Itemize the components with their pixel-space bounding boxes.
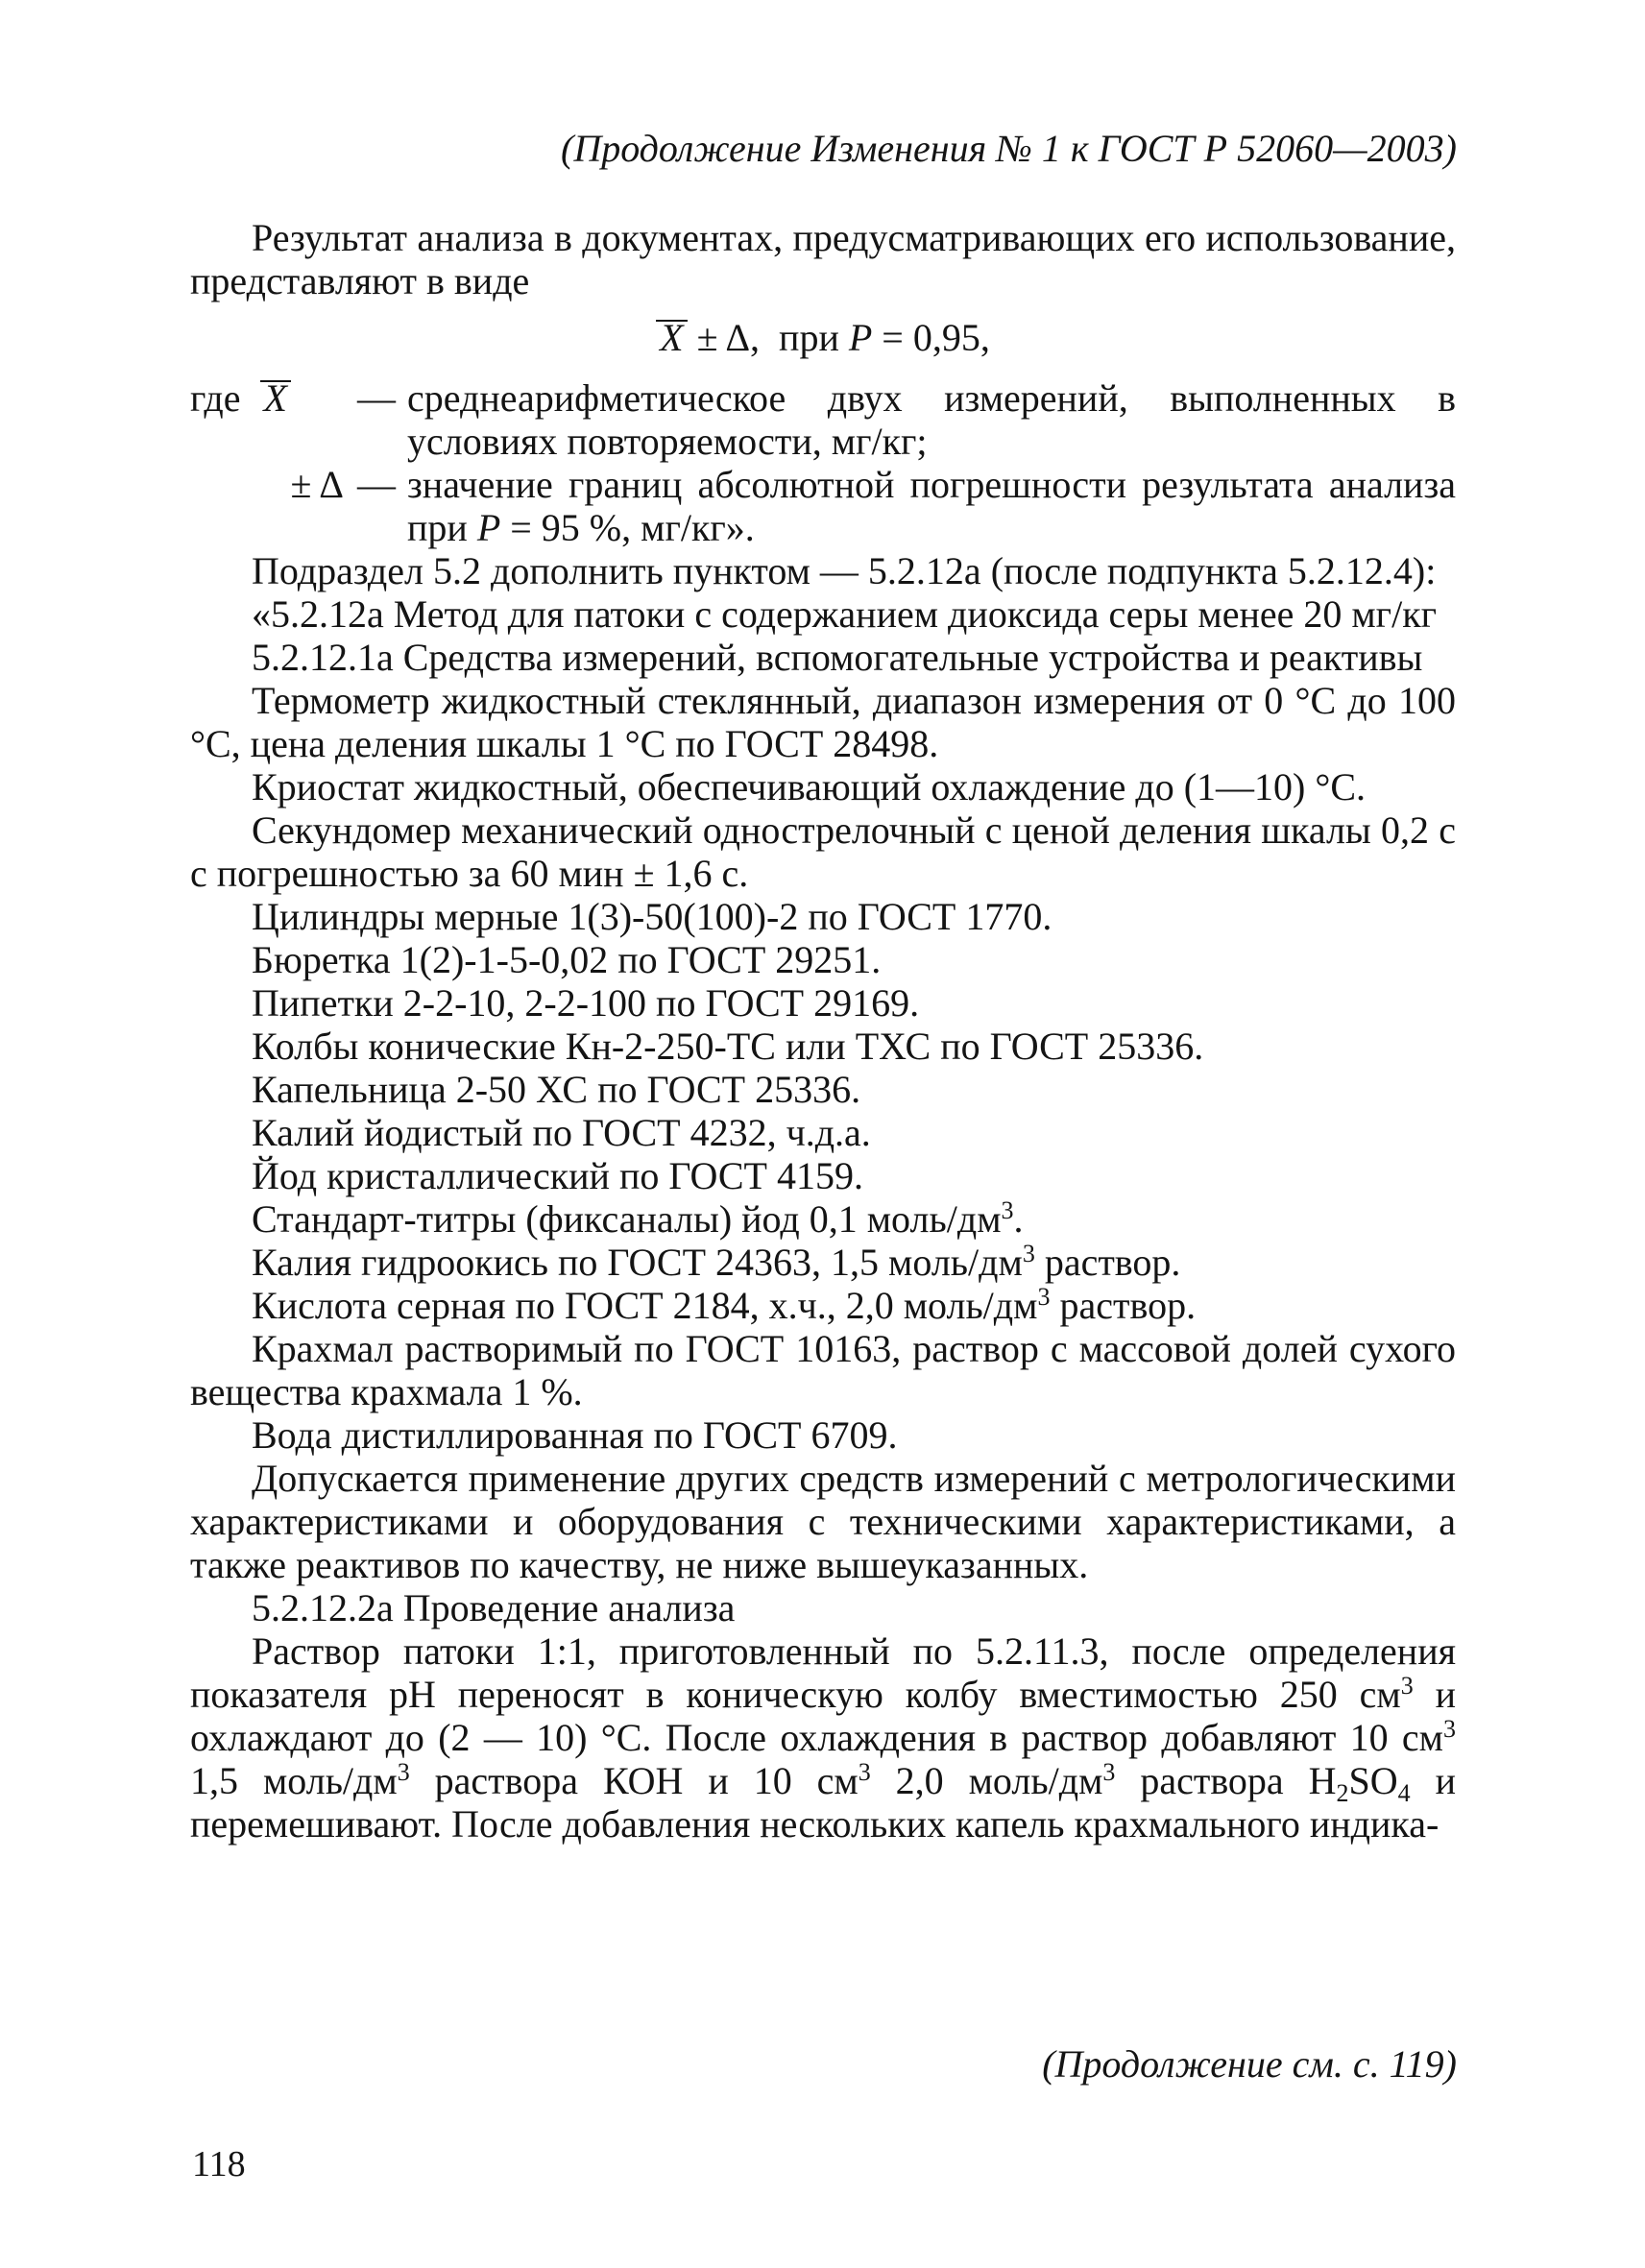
paragraph: Капельница 2-50 ХС по ГОСТ 25336. [252, 1068, 861, 1111]
x-bar-symbol: X [656, 320, 687, 354]
definition-x [190, 376, 1456, 463]
definition-dash: — [357, 463, 396, 506]
page-body [190, 216, 1456, 1846]
paragraph: Вода дистиллированная по ГОСТ 6709. [252, 1413, 898, 1457]
paragraph: Крахмал растворимый по ГОСТ 10163, раствор с массовой долей сухого вещества крахмала 1 %. [190, 1327, 1456, 1413]
intro-paragraph: Результат анализа в документах, предусматривающих его использование, представляют в виде [190, 216, 1456, 302]
paragraph: Йод кристаллический по ГОСТ 4159. [252, 1154, 863, 1197]
running-header: (Продолжение Изменения № 1 к ГОСТ Р 52060—2003) [561, 127, 1457, 170]
paragraph: Секундомер механический однострелочный с ценой деления шкалы 0,2 с с погрешностью за 60 мин ± 1,6 с. [190, 808, 1456, 895]
paragraph-acid: Кислота серная по ГОСТ 2184, х.ч., 2,0 моль/$дм^3$ раствор. [252, 1283, 1197, 1327]
paragraph: Калий йодистый по ГОСТ 4232, ч.д.а. [252, 1111, 871, 1154]
paragraph-koh: Калия гидроокись по ГОСТ 24363, 1,5 моль/$дм^3$ раствор. [252, 1240, 1181, 1284]
result-formula [190, 316, 1456, 359]
page-number: 118 [192, 2144, 246, 2184]
formula-pm: ± Δ, [696, 316, 761, 359]
definition-delta [190, 463, 1456, 549]
paragraph: 5.2.12.1а Средства измерений, вспомогательные устройства и реактивы [252, 636, 1423, 679]
paragraph: Криостат жидкостный, обеспечивающий охлаждение до (1—10) °С. [252, 765, 1367, 808]
paragraph: 5.2.12.2а Проведение анализа [252, 1586, 736, 1629]
paragraph: Пипетки 2-2-10, 2-2-100 по ГОСТ 29169. [252, 981, 920, 1025]
formula-eq: = 0,95, [882, 316, 990, 359]
continuation-note: (Продолжение см. с. 119) [1042, 2042, 1457, 2086]
paragraph: «5.2.12а Метод для патоки с содержанием диоксида серы менее 20 мг/кг [252, 592, 1438, 636]
paragraph: Термометр жидкостный стеклянный, диапазон измерения от 0 °С до 100 °С, цена деления шкалы 1 °С по ГОСТ 28498. [190, 679, 1456, 765]
paragraph: Колбы конические Кн-2-250-ТС или ТХС по ГОСТ 25336. [252, 1025, 1204, 1068]
definition-x-text: среднеарифметическое двух измерений, выполненных в условиях повторяемости, мг/кг; [407, 376, 1456, 463]
definitions [190, 376, 1456, 549]
where-word: где [190, 376, 241, 420]
paragraph: Подраздел 5.2 дополнить пунктом — 5.2.12а (после подпункта 5.2.12.4): [252, 549, 1437, 592]
definition-delta-text: значение границ абсолютной погрешности результата анализа при P = 95 %, мг/кг». [407, 463, 1456, 549]
paragraph: Допускается применение других средств измерений с метрологическими характеристиками и оборудования с техническими характеристиками, а также реактивов по качеству, не ниже вышеуказанных. [190, 1457, 1456, 1586]
paragraph: Бюретка 1(2)-1-5-0,02 по ГОСТ 29251. [252, 938, 882, 981]
formula-p: P [848, 316, 873, 359]
delta-symbol: ± Δ [290, 463, 344, 506]
procedure-paragraph: Раствор патоки 1:1, приготовленный по 5.2.11.3, после определения показателя рН переносят в коническую колбу вместимостью 250 $см^3$ и охлаждают до (2 — 10) °С. После охлаждения в раствор добавляют 10 $см^3$ 1,5 моль/$дм^3$ раствора КОН и 10 $см^3$ 2,0 моль/$дм^3$ раствора $H_2SO_4$ и перемешивают. После добавления нескольких капель крахмального индика- [190, 1629, 1457, 1846]
definition-dash: — [357, 376, 396, 420]
paragraph-titr: Стандарт-титры (фиксаналы) йод 0,1 моль/$дм^3$. [252, 1196, 1024, 1241]
x-bar-symbol-def: X [260, 380, 291, 415]
paragraph: Цилиндры мерные 1(3)-50(100)-2 по ГОСТ 1770. [252, 895, 1052, 938]
formula-when: при [779, 316, 839, 359]
